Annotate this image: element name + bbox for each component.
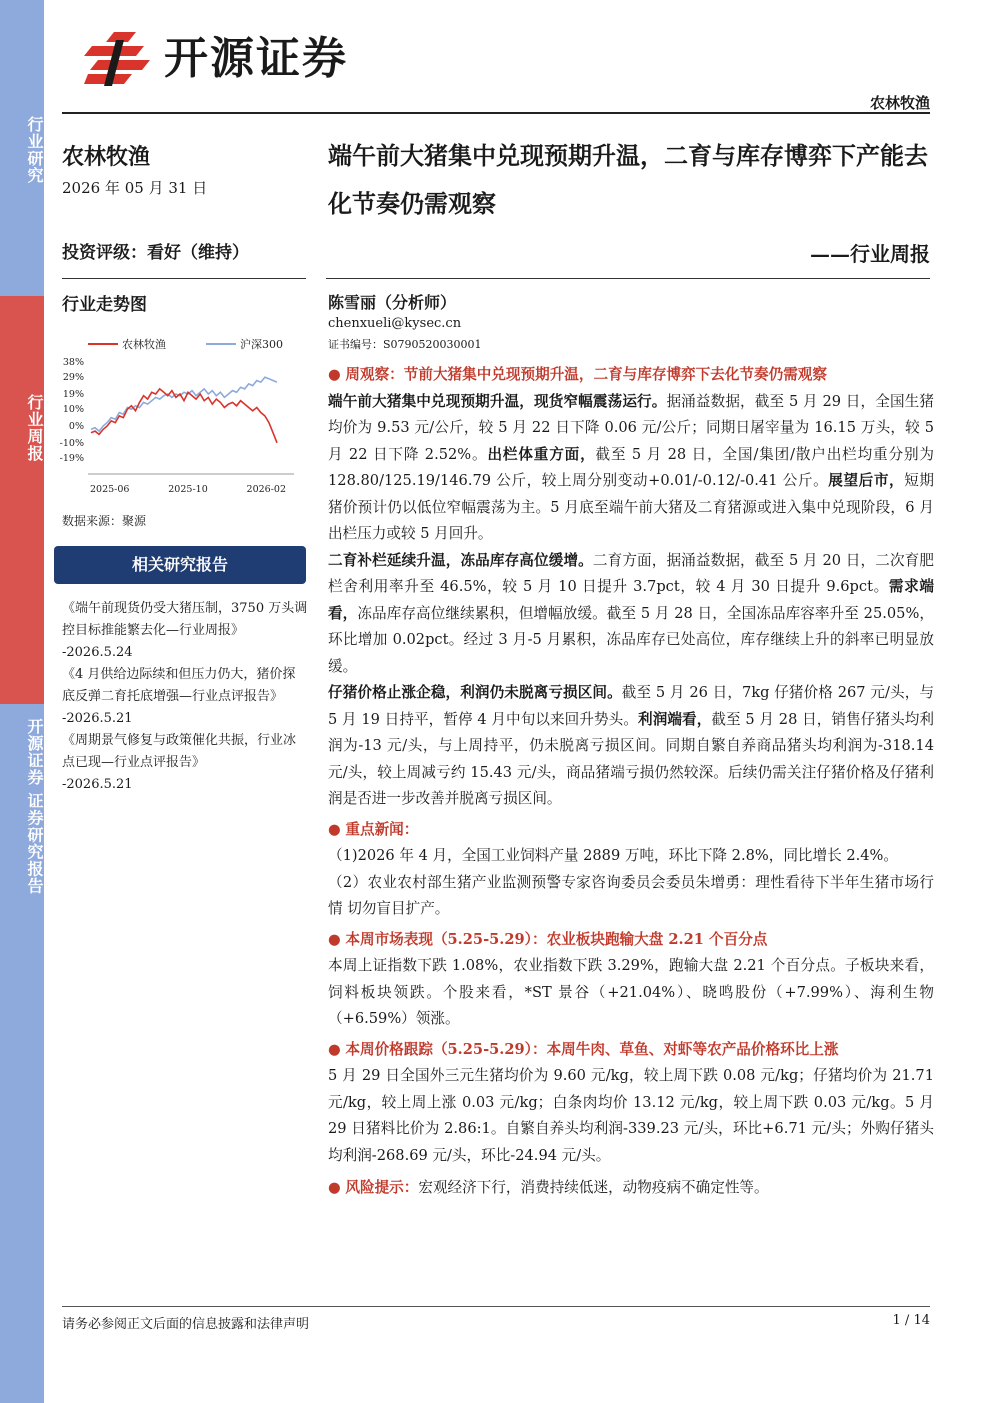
paragraph-text: 据涌益数据，截至 5 月 29 日，全国生猪均价为 9.53 元/公斤，较 5 月 22 日下降 0.06 元/公斤；同期日屠宰量为 16.15 万头，较 5 月 22 日下降 2.52%。 (328, 392, 934, 463)
report-type: ——行业周报 (810, 242, 930, 266)
bullet-icon: ● (328, 930, 341, 948)
y-tick-label: 29% (62, 372, 84, 384)
brand-name: 开源证券 (164, 33, 348, 84)
report-date: 2026 年 05 月 31 日 (62, 179, 208, 197)
report-body (328, 362, 934, 1202)
related-report-title[interactable]: 《端午前现货仍受大猪压制，3750 万头调控目标推能繁去化—行业周报》 (62, 601, 308, 638)
y-tick-label: -19% (59, 453, 84, 464)
paragraph-lead: 二育补栏延续升温，冻品库存高位缓增。 (328, 551, 593, 569)
x-tick-label: 2026-02 (246, 484, 287, 495)
news-item: （1)2026 年 4 月，全国工业饲料产量 2889 万吨，环比下降 2.8%，同比增长 2.4%。 (328, 847, 899, 864)
paragraph-lead: 展望后市， (828, 472, 905, 489)
data-source: 数据来源：聚源 (62, 514, 147, 528)
related-reports-list (62, 598, 308, 796)
side-label-firm: 开源证券 证券研究报告 (25, 718, 44, 895)
section-heading-weekly-observation (328, 362, 934, 389)
bullet-icon: ● (328, 820, 341, 838)
y-tick-label: 38% (62, 357, 84, 368)
section-heading-news (328, 817, 934, 844)
brand-logo (84, 28, 374, 90)
right-divider (326, 278, 930, 279)
news-item: （2）农业农村部生猪产业监测预警专家咨询委员会委员朱增勇：理性看待下半年生猪市场行情 切勿盲目扩产。 (328, 873, 934, 917)
related-report-date: -2026.5.21 (62, 777, 133, 792)
related-reports-header: 相关研究报告 (54, 546, 306, 584)
y-tick-label: 10% (62, 404, 84, 416)
section-heading-text: 风险提示： (345, 1179, 419, 1196)
footer-divider (62, 1306, 930, 1307)
header-sector-tag: 农林牧渔 (869, 94, 930, 112)
report-title: 端午前大猪集中兑现预期升温，二育与库存博弈下产能去化节奏仍需观察 (328, 141, 928, 218)
related-report-item[interactable] (62, 598, 308, 664)
section-heading-text: 本周市场表现（5.25-5.29）：农业板块跑输大盘 2.21 个百分点 (345, 930, 768, 948)
paragraph-market-performance: 本周上证指数下跌 1.08%，农业指数下跌 3.29%，跑输大盘 2.21 个百分点。子板块来看，饲料板块领跌。个股来看，*ST 景谷（+21.04%）、晓鸣股份（+7.99%）、海利生物（+6.59%）领涨。 (328, 957, 934, 1027)
side-label-research: 行业研究 (25, 116, 44, 184)
related-report-item[interactable] (62, 730, 308, 796)
bullet-icon: ● (328, 366, 341, 383)
x-tick-label: 2025-06 (90, 484, 130, 495)
paragraph-text: 截至 5 月 28 日，全国/集团/散户出栏均重分别为 128.80/125.19/146.79 公斤，较上周分别变动+0.01/-0.12/-0.41 公斤。 (328, 445, 934, 489)
paragraph-text: 短期猪价预计仍以低位窄幅震荡为主。5 月底至端午前大猪及二育猪源或进入集中兑现阶段，6 月出栏压力或较 5 月回升。 (328, 472, 934, 542)
related-report-title[interactable]: 《周期景气修复与政策催化共振，行业冰点已现—行业点评报告》 (62, 733, 297, 770)
related-report-title[interactable]: 《4 月供给边际续和但压力仍大，猪价探底反弹二育托底增强—行业点评报告》 (62, 667, 296, 704)
paragraph-price-tracking: 5 月 29 日全国外三元生猪均价为 9.60 元/kg，较上周下跌 0.08 元/kg；仔猪均价为 21.71 元/kg，较上周上涨 0.03 元/kg；白条肉均价 13.12 元/kg，较上周下跌 0.03 元/kg。5 月 29 日猪料比价为 2.86:1。自繁自养头均利润-339.23 元/头，环比+6.71 元/头；外购仔猪头均利润-268.69 元/头，环比-24.94 元/头。 (328, 1067, 934, 1164)
legend-label-index: 沪深300 (240, 338, 283, 351)
risk-text: 宏观经济下行，消费持续低迷，动物疫病不确定性等。 (418, 1179, 769, 1196)
chart-legend (88, 337, 283, 351)
y-tick-label: 19% (62, 389, 84, 400)
y-tick-label: 0% (68, 421, 84, 432)
header-divider (62, 112, 930, 114)
paragraph-piglet (328, 680, 934, 813)
paragraph-text: 截至 5 月 28 日，销售仔猪头均利润为-13 元/头，与上周持平，仍未脱离亏损区间。同期自繁自养商品猪头均利润为-318.14 元/头，较上周减亏约 15.43 元/头，商品猪端亏损仍然较深。后续仍需关注仔猪价格及仔猪利润是否进一步改善并脱离亏损区间。 (328, 710, 934, 807)
paragraph-market (328, 389, 934, 548)
related-report-date: -2026.5.21 (62, 711, 133, 726)
chart-series (91, 377, 277, 443)
related-report-date: -2026.5.24 (62, 645, 133, 660)
left-divider (62, 278, 306, 279)
y-axis (60, 357, 84, 464)
section-heading-text: 重点新闻： (345, 820, 419, 838)
paragraph-lead: 利润端看， (638, 710, 712, 728)
x-axis (90, 484, 286, 495)
paragraph-text: 二育方面，据涌益数据，截至 5 月 20 日，二次育肥栏舍利用率升至 46.5%，较 5 月 10 日提升 3.7pct，较 4 月 30 日提升 9.6pct。 (328, 551, 934, 595)
section-heading-prices (328, 1037, 934, 1064)
series-line-sector (91, 389, 277, 443)
legend-label-sector: 农林牧渔 (122, 338, 166, 351)
y-tick-label: -10% (59, 437, 84, 449)
investment-rating: 投资评级：看好（维持） (62, 243, 249, 263)
paragraph-restocking (328, 548, 934, 681)
analyst-email[interactable]: chenxueli@kysec.cn (328, 316, 462, 331)
trend-chart (54, 334, 308, 500)
paragraph-lead: 端午前大猪集中兑现预期升温，现货窄幅震荡运行。 (328, 392, 667, 410)
analyst-name: 陈雪丽（分析师） (328, 293, 457, 312)
paragraph-text: 冻品库存高位继续累积，但增幅放缓。截至 5 月 28 日，全国冻品库容率升至 25.05%，环比增加 0.02pct。经过 3 月-5 月累积，冻品库存已处高位，库存继续上升的斜率已明显放缓。 (328, 604, 934, 675)
paragraph-lead: 出栏体重方面， (487, 445, 596, 463)
trend-chart-title: 行业走势图 (62, 295, 147, 315)
bullet-icon: ● (328, 1179, 341, 1196)
paragraph-text: 截至 5 月 26 日，7kg 仔猪价格 267 元/头，与 5 月 19 日持平，暂停 4 月中旬以来回升势头。 (328, 684, 934, 728)
related-report-item[interactable] (62, 664, 308, 730)
footer-disclaimer: 请务必参阅正文后面的信息披露和法律声明 (62, 1317, 310, 1332)
section-heading-market (328, 927, 934, 954)
section-risk (328, 1175, 934, 1202)
bullet-icon: ● (328, 1040, 341, 1058)
paragraph-lead: 仔猪价格止涨企稳，利润仍未脱离亏损区间。 (328, 684, 622, 701)
paragraph-lead: 需求端看， (328, 578, 934, 622)
brand-mark-icon (84, 28, 158, 90)
section-heading-text: 本周价格跟踪（5.25-5.29）：本周牛肉、草鱼、对虾等农产品价格环比上涨 (345, 1040, 839, 1058)
sector-title: 农林牧渔 (62, 144, 151, 170)
x-tick-label: 2025-10 (168, 484, 208, 495)
series-line-index (91, 377, 277, 431)
analyst-certificate: 证书编号：S0790520030001 (328, 338, 482, 351)
section-heading-text: 周观察：节前大猪集中兑现预期升温，二育与库存博弈下去化节奏仍需观察 (345, 366, 827, 383)
side-label-weekly: 行业周报 (25, 394, 44, 462)
side-band-middle (0, 296, 44, 704)
page-number: 1 / 14 (892, 1313, 930, 1328)
